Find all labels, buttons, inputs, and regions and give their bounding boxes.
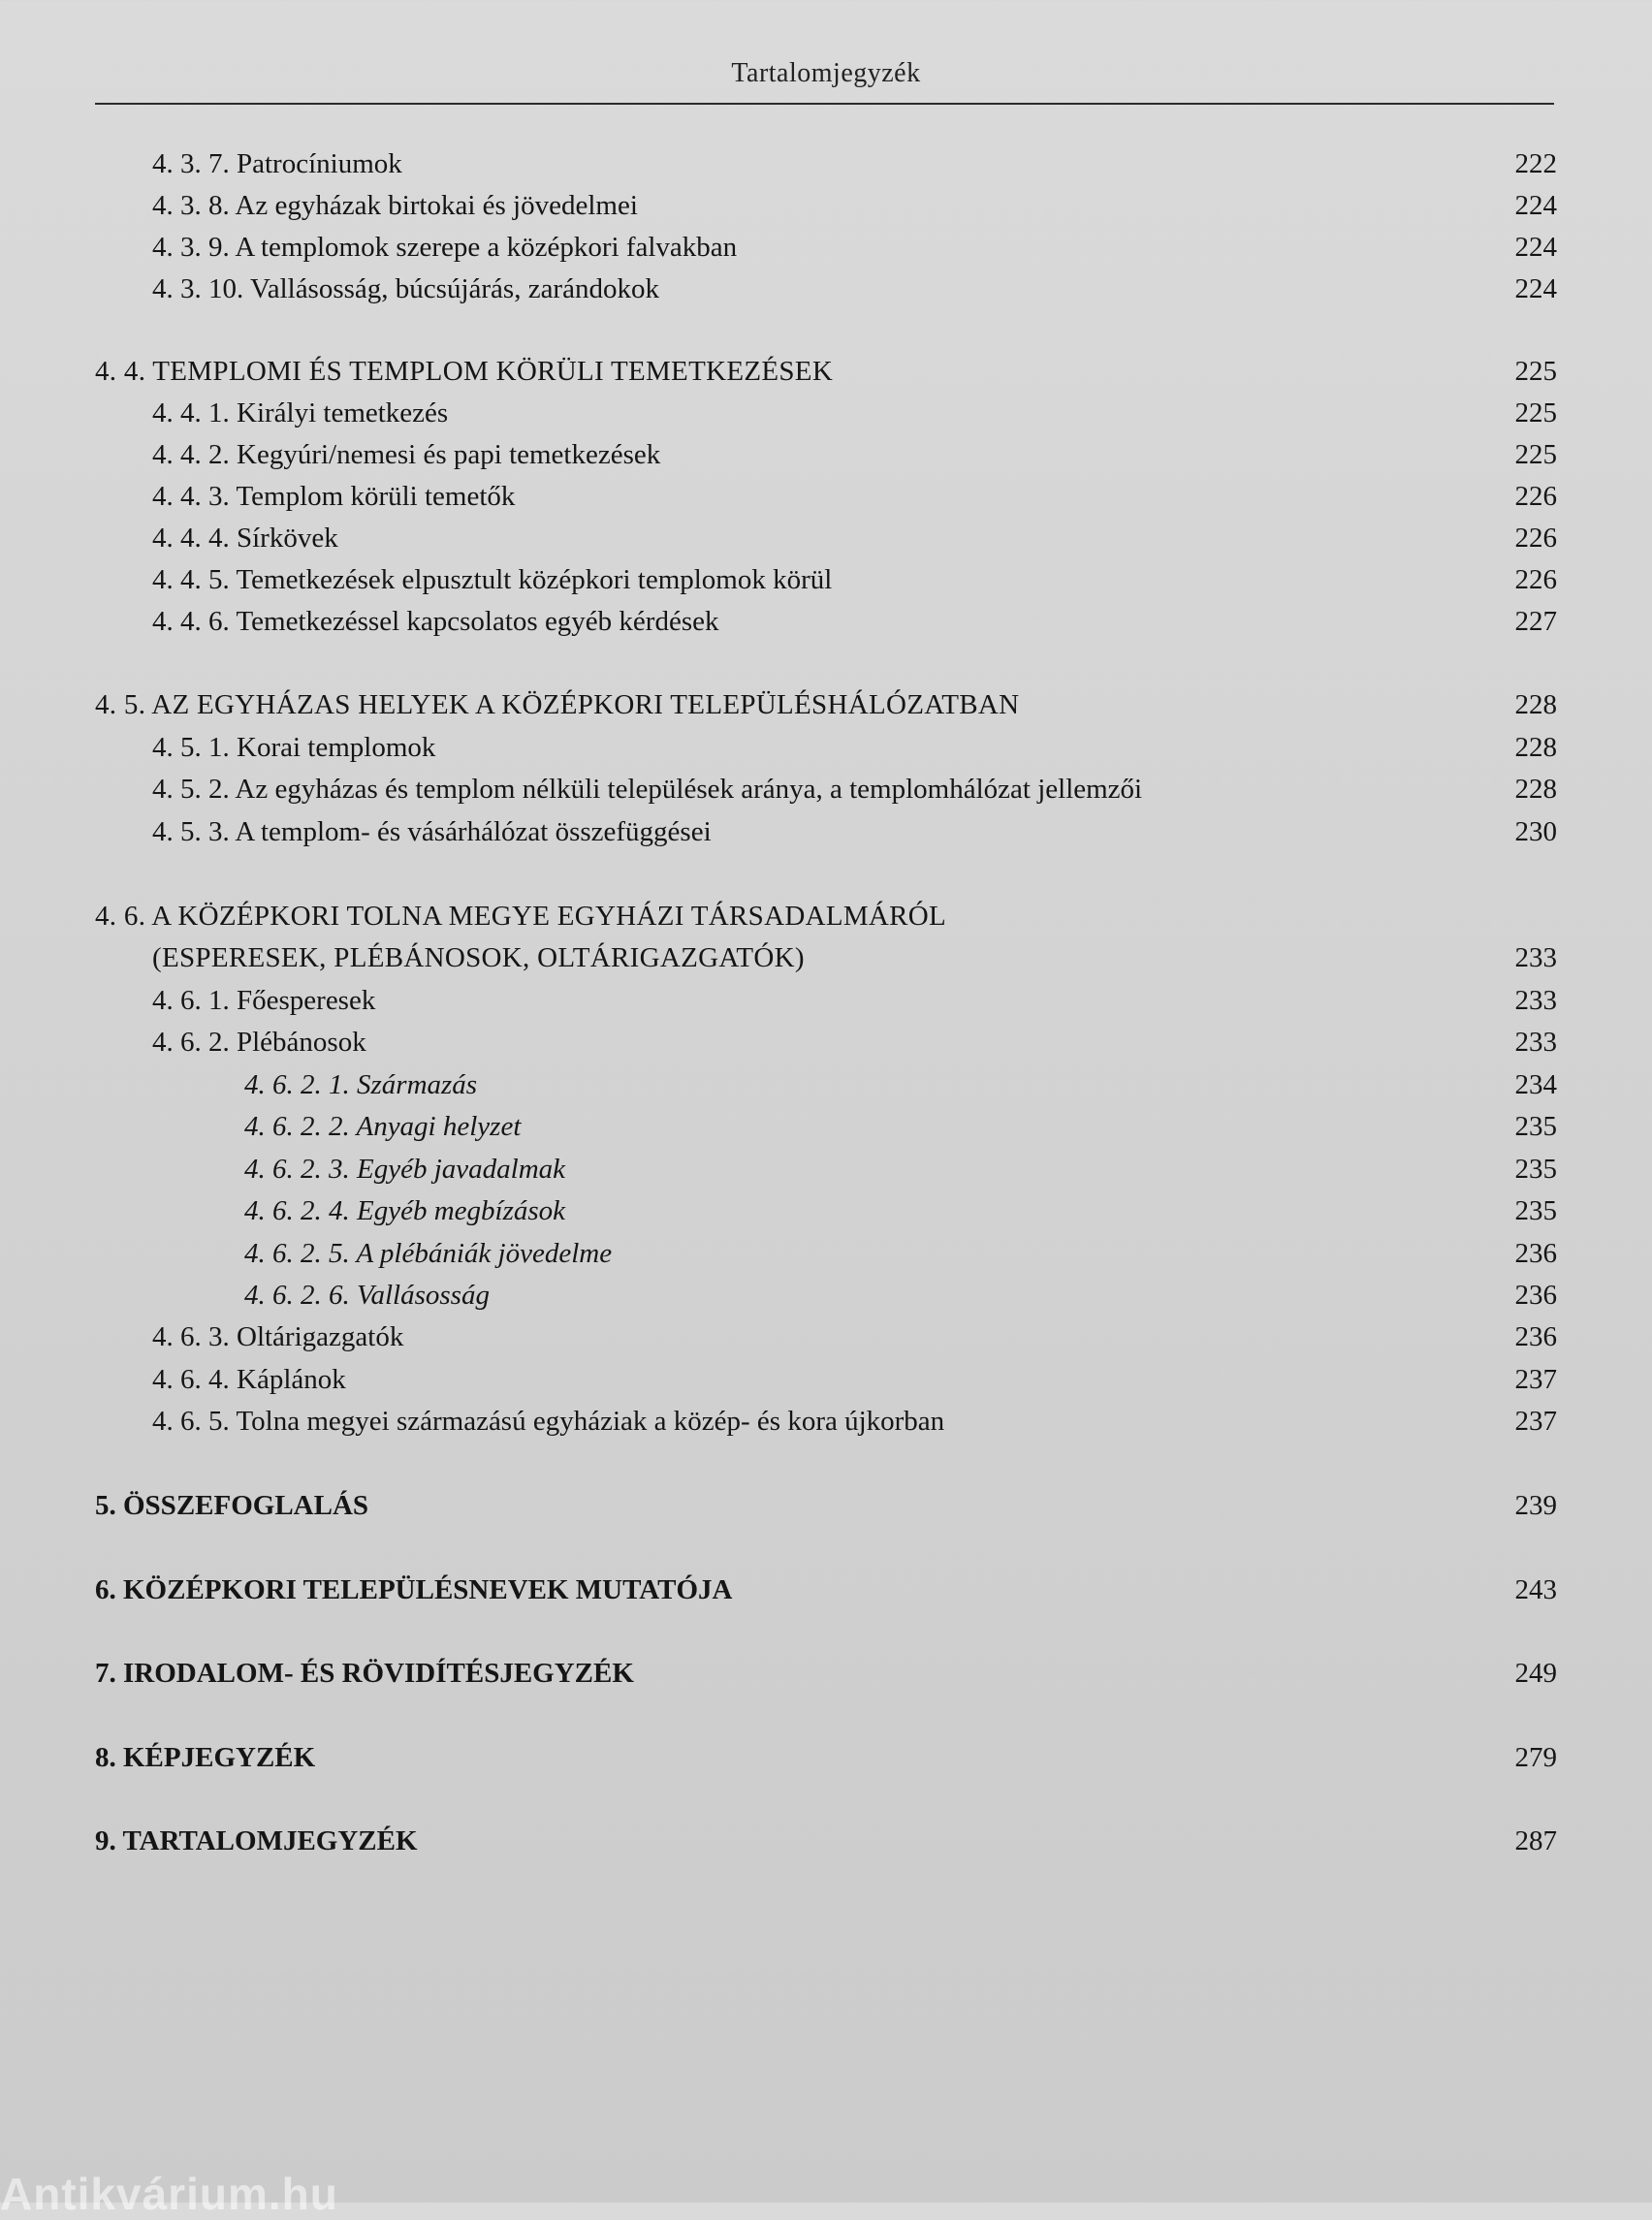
toc-entry-page: 226: [1514, 564, 1557, 595]
toc-entry-label: 8. KÉPJEGYZÉK: [95, 1742, 316, 1773]
toc-chapter: [0, 1653, 1652, 1694]
toc-section-heading: [0, 684, 1652, 725]
toc-entry-page: 236: [1514, 1321, 1557, 1352]
toc-chapter: [0, 1737, 1652, 1778]
toc-entry-label: 5. ÖSSZEFOGLALÁS: [95, 1490, 369, 1521]
toc-entry: [0, 227, 1652, 268]
toc-entry-page: 233: [1514, 942, 1557, 973]
toc-subentry: [0, 1190, 1652, 1231]
toc-entry-label: 4. 4. 4. Sírkövek: [152, 523, 338, 554]
toc-entry-page: 226: [1514, 481, 1557, 512]
toc-entry-label: 4. 4. 3. Templom körüli temetők: [152, 481, 516, 512]
toc-section-heading-continued: [0, 937, 1652, 978]
toc-entry-page: 227: [1514, 606, 1557, 637]
toc-entry: [0, 980, 1652, 1021]
toc-entry-label: 4. 3. 7. Patrocíniumok: [152, 148, 402, 179]
toc-entry: [0, 769, 1652, 809]
toc-entry-label: 4. 3. 9. A templomok szerepe a középkori falvakban: [152, 232, 738, 263]
toc-section-heading: [0, 896, 1652, 936]
toc-entry-label: 4. 3. 10. Vallásosság, búcsújárás, zarándokok: [152, 273, 659, 304]
toc-entry-label: 4. 6. 2. Plébánosok: [152, 1027, 366, 1058]
toc-entry-label: 4. 4. 1. Királyi temetkezés: [152, 397, 449, 428]
toc-entry-label: 4. 4. 5. Temetkezések elpusztult középkori templomok körül: [152, 564, 833, 595]
toc-entry-label: 4. 4. 2. Kegyúri/nemesi és papi temetkezések: [152, 439, 661, 470]
toc-entry-page: 233: [1514, 1027, 1557, 1058]
toc-entry-page: 235: [1514, 1154, 1557, 1185]
toc-entry-page: 226: [1514, 523, 1557, 554]
toc-entry: [0, 1022, 1652, 1062]
toc-entry-label: 4. 6. 2. 6. Vallásosság: [244, 1280, 490, 1311]
toc-entry: [0, 1359, 1652, 1400]
toc-entry-label: 4. 5. 3. A templom- és vásárhálózat összefüggései: [152, 816, 712, 847]
toc-entry: [0, 811, 1652, 852]
toc-entry-page: 228: [1514, 732, 1557, 763]
toc-entry-label: 4. 6. 2. 4. Egyéb megbízások: [244, 1195, 566, 1226]
toc-entry-label: (ESPERESEK, PLÉBÁNOSOK, OLTÁRIGAZGATÓK): [152, 942, 805, 973]
toc-entry: [0, 476, 1652, 517]
toc-entry-label: 4. 3. 8. Az egyházak birtokai és jövedelmei: [152, 190, 638, 221]
toc-entry: [0, 601, 1652, 642]
toc-entry-page: 224: [1514, 190, 1557, 221]
toc-entry-label: 4. 6. 5. Tolna megyei származású egyháziak a közép- és kora újkorban: [152, 1406, 945, 1437]
toc-entry-label: 4. 6. 2. 1. Származás: [244, 1069, 478, 1100]
toc-chapter: [0, 1485, 1652, 1526]
toc-entry-label: 4. 6. A KÖZÉPKORI TOLNA MEGYE EGYHÁZI TÁRSADALMÁRÓL: [95, 901, 947, 932]
toc-entry-label: 4. 4. TEMPLOMI ÉS TEMPLOM KÖRÜLI TEMETKEZÉSEK: [95, 356, 834, 387]
running-header: Tartalomjegyzék: [731, 58, 921, 88]
watermark: Antikvárium.hu: [0, 2169, 338, 2219]
toc-entry-page: 234: [1514, 1069, 1557, 1100]
toc-entry-page: 287: [1514, 1825, 1557, 1856]
toc-entry-page: 236: [1514, 1238, 1557, 1269]
toc-subentry: [0, 1149, 1652, 1189]
toc-entry-label: 4. 6. 2. 5. A plébániák jövedelme: [244, 1238, 613, 1269]
toc-chapter: [0, 1821, 1652, 1861]
toc-entry-page: 236: [1514, 1280, 1557, 1311]
toc-entry-label: 4. 5. AZ EGYHÁZAS HELYEK A KÖZÉPKORI TELEPÜLÉSHÁLÓZATBAN: [95, 689, 1020, 720]
toc-entry-label: 4. 6. 4. Káplánok: [152, 1364, 346, 1395]
toc-entry-page: 249: [1514, 1658, 1557, 1689]
toc-entry-page: 233: [1514, 985, 1557, 1016]
toc-entry: [0, 434, 1652, 475]
toc-entry-label: 4. 5. 1. Korai templomok: [152, 732, 436, 763]
toc-entry: [0, 518, 1652, 558]
toc-entry-label: 4. 4. 6. Temetkezéssel kapcsolatos egyéb kérdések: [152, 606, 719, 637]
toc-entry-page: 225: [1514, 439, 1557, 470]
toc-entry-page: 237: [1514, 1406, 1557, 1437]
toc-entry-label: 4. 6. 1. Főesperesek: [152, 985, 376, 1016]
toc-entry-page: 228: [1514, 689, 1557, 720]
toc-entry-label: 4. 6. 2. 3. Egyéb javadalmak: [244, 1154, 566, 1185]
toc-entry: [0, 185, 1652, 226]
toc-entry: [0, 1401, 1652, 1442]
toc-subentry: [0, 1064, 1652, 1105]
toc-entry-page: 225: [1514, 397, 1557, 428]
toc-entry-page: 243: [1514, 1574, 1557, 1605]
toc-entry-page: 279: [1514, 1742, 1557, 1773]
toc-entry-label: 4. 6. 3. Oltárigazgatók: [152, 1321, 404, 1352]
toc-entry-label: 4. 5. 2. Az egyházas és templom nélküli települések aránya, a templomhálózat jellemzői: [152, 774, 1143, 805]
toc-entry-page: 228: [1514, 774, 1557, 805]
toc-chapter: [0, 1570, 1652, 1610]
toc-entry-page: 237: [1514, 1364, 1557, 1395]
toc-entry-label: 6. KÖZÉPKORI TELEPÜLÉSNEVEK MUTATÓJA: [95, 1574, 733, 1605]
toc-section-heading: [0, 351, 1652, 392]
toc-entry: [0, 143, 1652, 184]
toc-entry: [0, 1316, 1652, 1357]
toc-entry-page: 239: [1514, 1490, 1557, 1521]
toc-entry-page: 230: [1514, 816, 1557, 847]
toc-entry: [0, 269, 1652, 309]
toc-entry-page: 224: [1514, 273, 1557, 304]
toc-subentry: [0, 1106, 1652, 1147]
toc-entry-label: 7. IRODALOM- ÉS RÖVIDÍTÉSJEGYZÉK: [95, 1658, 634, 1689]
toc-subentry: [0, 1233, 1652, 1274]
toc-entry: [0, 393, 1652, 433]
toc-entry-label: 9. TARTALOMJEGYZÉK: [95, 1825, 418, 1856]
toc-subentry: [0, 1275, 1652, 1316]
toc-entry-page: 222: [1514, 148, 1557, 179]
toc-entry-page: 225: [1514, 356, 1557, 387]
toc-entry-page: 235: [1514, 1195, 1557, 1226]
toc-entry-page: 235: [1514, 1111, 1557, 1142]
toc-entry: [0, 559, 1652, 600]
header-rule: [95, 103, 1554, 105]
toc-entry-label: 4. 6. 2. 2. Anyagi helyzet: [244, 1111, 522, 1142]
toc-entry: [0, 727, 1652, 768]
toc-entry-page: 224: [1514, 232, 1557, 263]
